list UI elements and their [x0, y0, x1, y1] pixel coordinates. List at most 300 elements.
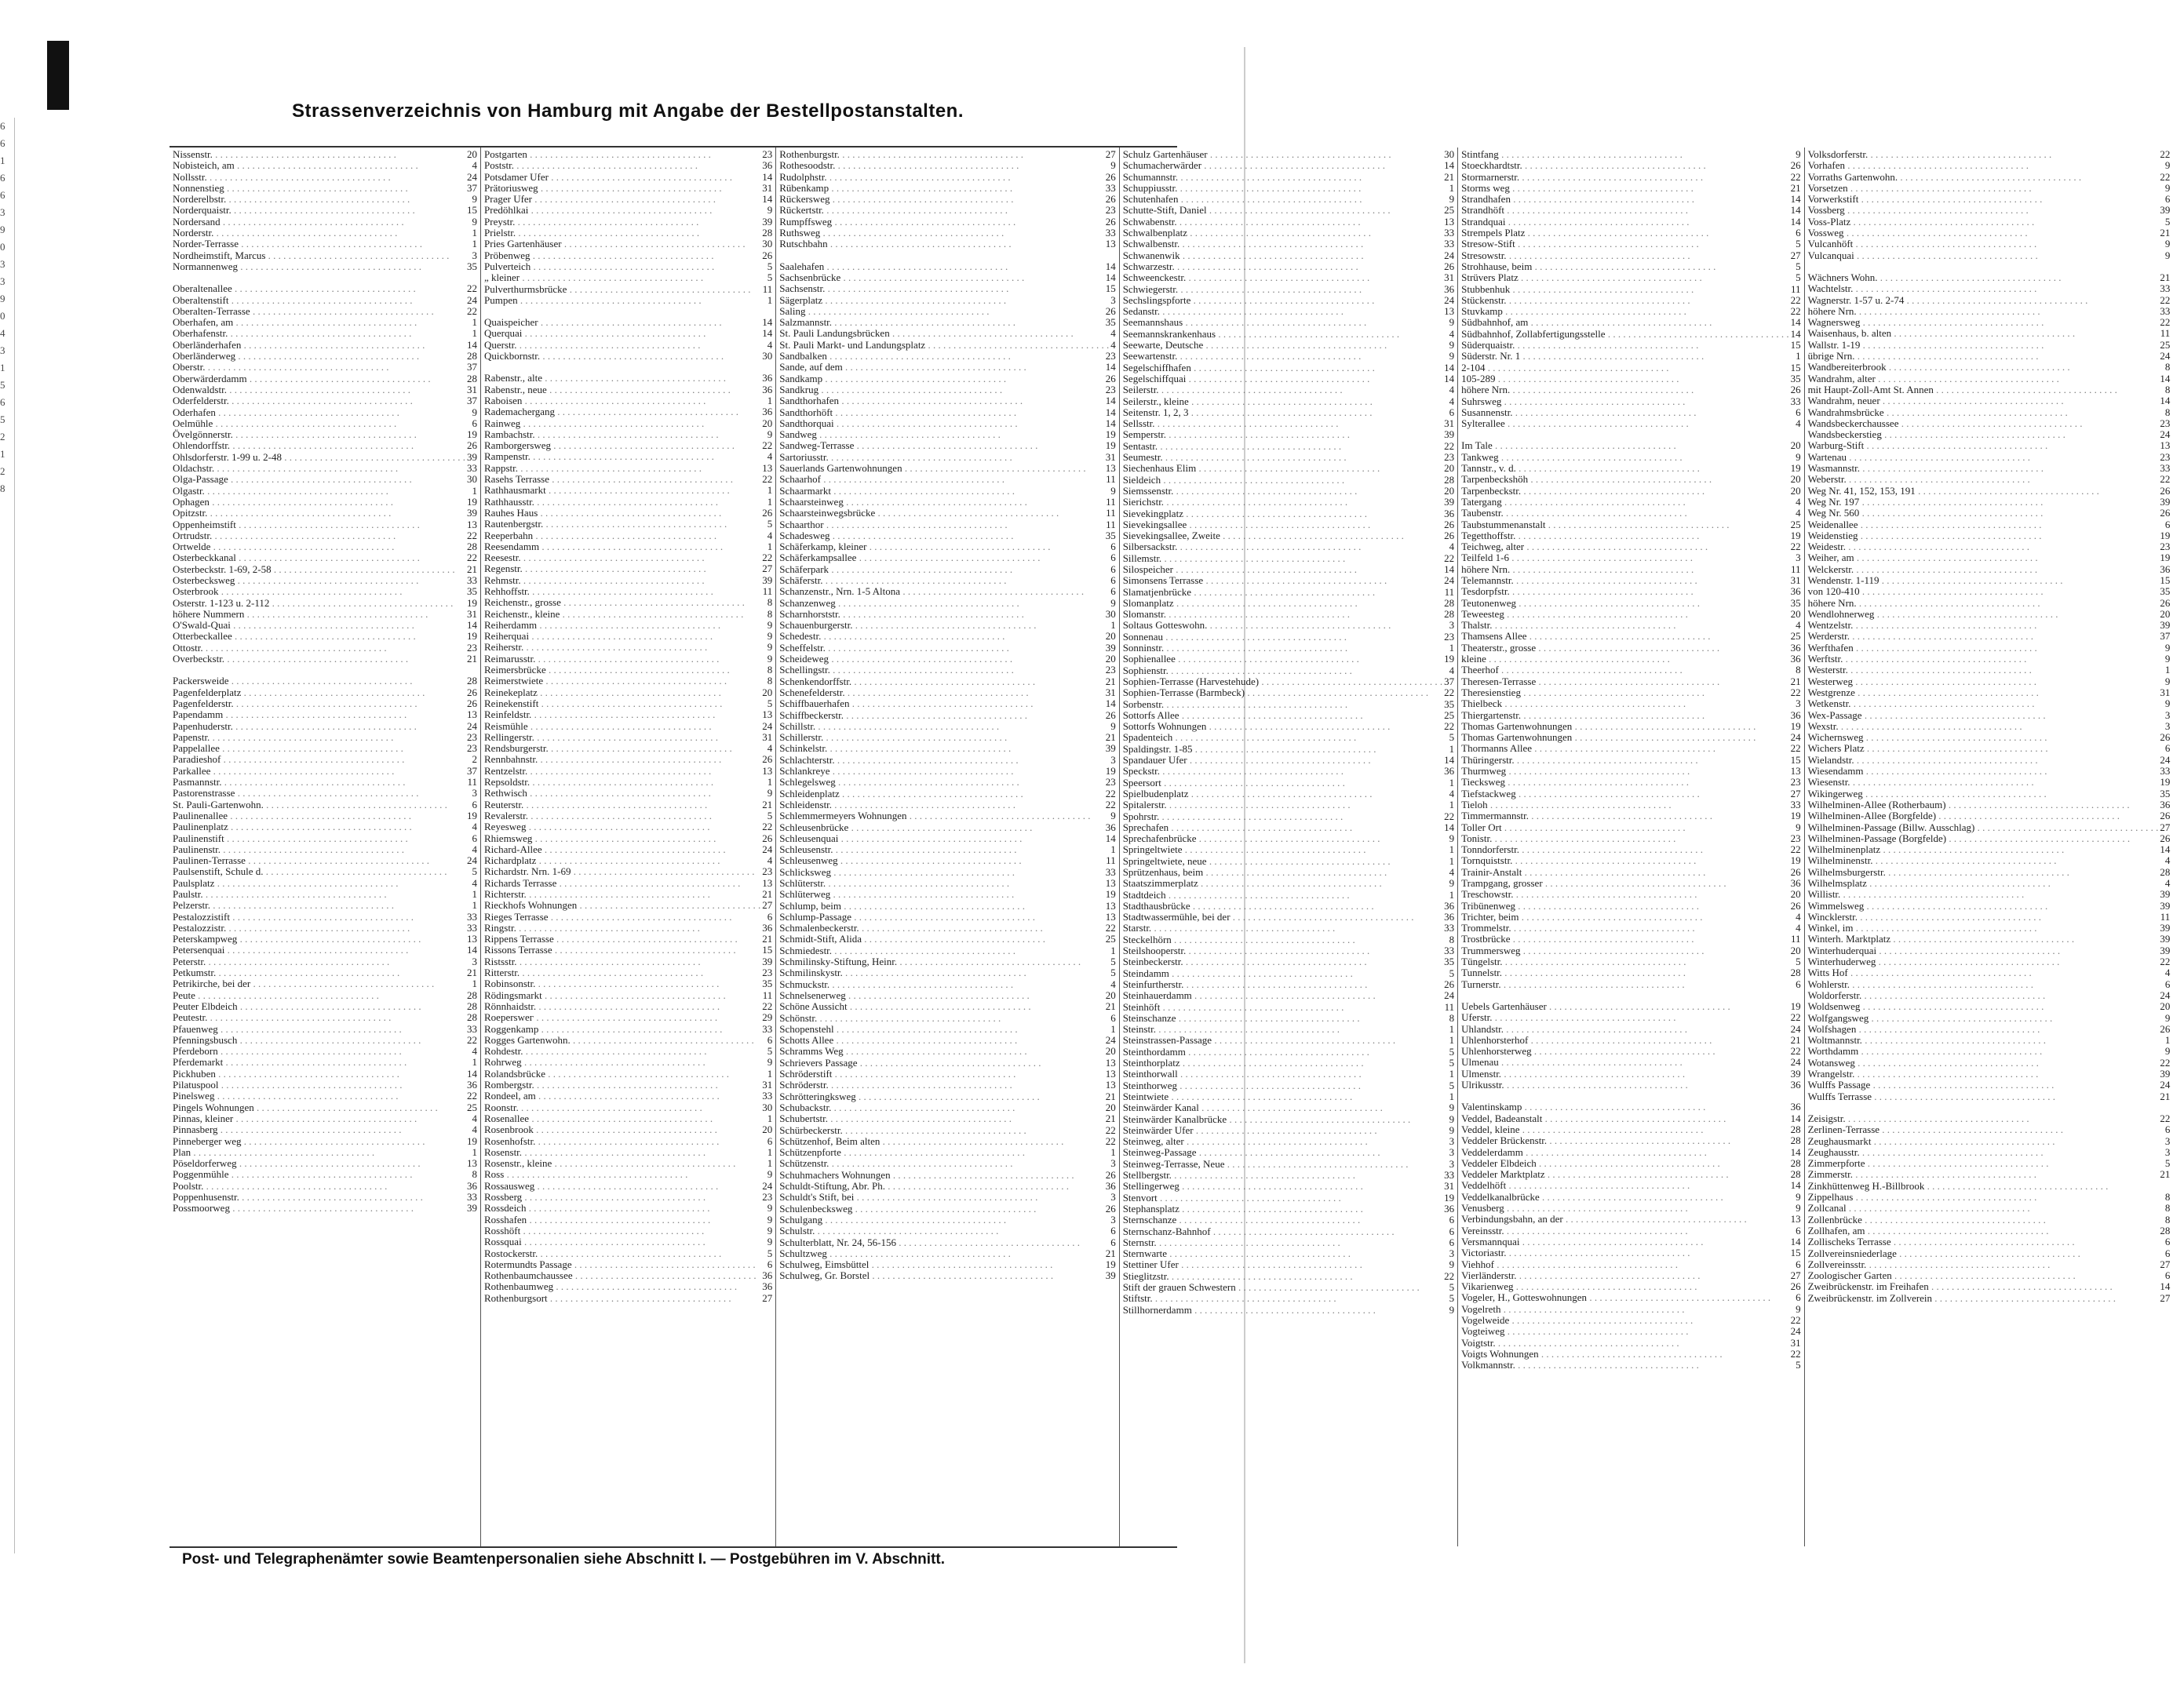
- street-name: St. Pauli Landungsbrücken . . .: [779, 328, 1109, 339]
- directory-entry: [484, 406, 772, 417]
- margin-fragment: 3: [0, 275, 5, 287]
- street-name: Pestalozzistift . . .: [173, 912, 465, 923]
- directory-entry: [1808, 519, 2171, 530]
- directory-entry: [484, 1248, 772, 1259]
- directory-entry: [484, 642, 772, 653]
- directory-entry: [1808, 643, 2171, 654]
- street-name: höhere Nrn. . . .: [1808, 306, 2159, 317]
- street-name: Sandthorhöft . . .: [779, 407, 1103, 418]
- directory-entry: [173, 766, 477, 777]
- directory-entry: [1461, 598, 1800, 609]
- street-name: Oldachstr. . . .: [173, 463, 465, 474]
- margin-fragment: 2: [0, 431, 5, 442]
- post-office-number: 6: [472, 798, 478, 810]
- post-office-number: 5: [767, 809, 773, 821]
- post-office-number: 19: [1444, 1191, 1455, 1204]
- post-office-number: 5: [1449, 1280, 1455, 1293]
- directory-entry: [173, 1181, 477, 1192]
- post-office-number: 30: [1444, 148, 1455, 160]
- street-name: Vulcanhöft . . .: [1808, 239, 2164, 249]
- directory-entry: [1461, 1247, 1800, 1258]
- street-name: Zollcanal . . .: [1808, 1203, 2164, 1214]
- street-name: Predöhlkai . . .: [484, 205, 766, 216]
- post-office-number: 22: [1444, 720, 1455, 733]
- post-office-number: 4: [1796, 507, 1801, 519]
- post-office-number: 26: [1105, 193, 1116, 206]
- directory-entry: [173, 978, 477, 989]
- directory-entry: [484, 284, 772, 295]
- street-name: Nollsstr. . . .: [173, 172, 465, 183]
- post-office-number: 13: [467, 1157, 478, 1170]
- street-name: Zweibrückenstr. im Zollverein . . .: [1808, 1293, 2159, 1304]
- directory-entry: [1123, 362, 1454, 373]
- post-office-number: 22: [2160, 1112, 2171, 1124]
- post-office-number: 8: [472, 1168, 478, 1181]
- directory-entry: [779, 429, 1115, 440]
- post-office-number: 1: [472, 888, 478, 900]
- directory-entry: [484, 1035, 772, 1046]
- street-name: Rolandsbrücke . . .: [484, 1069, 766, 1080]
- post-office-number: 31: [1105, 450, 1116, 463]
- directory-entry: [1461, 351, 1800, 362]
- post-office-number: 14: [2160, 843, 2171, 856]
- street-name: Ottostr. . . .: [173, 643, 465, 654]
- directory-entry: [1808, 1181, 2171, 1192]
- street-name: Petersenquai . . .: [173, 945, 465, 956]
- directory-entry: [1123, 811, 1454, 822]
- street-name: Veddeler Brückenstr. . . .: [1461, 1135, 1788, 1146]
- directory-entry: [173, 497, 477, 508]
- directory-entry: [484, 429, 772, 440]
- street-name: Pelzerstr. . . .: [173, 900, 471, 911]
- post-office-number: 6: [472, 832, 478, 844]
- street-name: Paulsenstift, Schule d. . . .: [173, 866, 471, 877]
- directory-entry: [779, 1248, 1115, 1259]
- directory-entry: [779, 979, 1115, 990]
- directory-entry: [1808, 373, 2171, 384]
- directory-entry: [1808, 418, 2171, 429]
- street-name: Stuvkamp . . .: [1461, 306, 1788, 317]
- post-office-number: 13: [1444, 305, 1455, 318]
- street-name: Schellingstr. . . .: [779, 665, 1103, 676]
- directory-entry: [1123, 598, 1454, 609]
- directory-entry: [1123, 799, 1454, 810]
- directory-entry: [1808, 777, 2171, 788]
- directory-entry: [484, 317, 772, 328]
- post-office-number: 22: [1105, 1123, 1116, 1136]
- street-name: Uferstr. . . .: [1461, 1012, 1788, 1023]
- post-office-number: 26: [1790, 159, 1801, 172]
- directory-entry: [173, 990, 477, 1001]
- street-name: Süderquaistr. . . .: [1461, 340, 1788, 351]
- street-name: Pinnasberg . . .: [173, 1124, 471, 1135]
- street-name: Wulffs Terrasse . . .: [1808, 1091, 2159, 1102]
- directory-entry: [779, 160, 1115, 171]
- post-office-number: 33: [2160, 462, 2171, 475]
- directory-entry: [1461, 317, 1800, 328]
- post-office-number: 9: [1796, 821, 1801, 833]
- directory-entry: [1123, 1102, 1454, 1113]
- post-office-number: 5: [1449, 1045, 1455, 1058]
- directory-entry: [484, 665, 772, 676]
- street-name: Staatszimmerplatz . . .: [1123, 878, 1448, 889]
- street-name: Sophien-Terrasse (Harvestehude) . . .: [1123, 676, 1442, 687]
- directory-entry: [1123, 530, 1454, 541]
- street-name: Norderelbstr. . . .: [173, 194, 471, 205]
- post-office-number: 26: [467, 439, 478, 452]
- street-name: Rentzelstr. . . .: [484, 766, 760, 777]
- street-name: Teichweg, alter . . .: [1461, 541, 1788, 552]
- post-office-number: 4: [1449, 866, 1455, 878]
- directory-entry: [779, 912, 1115, 923]
- directory-entry: [1461, 217, 1800, 228]
- street-name: Wendlohnerweg . . .: [1808, 609, 2159, 620]
- directory-entry: [1123, 396, 1454, 407]
- street-name: Reimarusstr. . . .: [484, 654, 766, 665]
- directory-entry: [1808, 384, 2171, 395]
- post-office-number: 33: [762, 1090, 773, 1102]
- directory-entry: [1123, 564, 1454, 575]
- street-name: Ohlendorffstr. . . .: [173, 440, 465, 451]
- post-office-number: 19: [1790, 810, 1801, 822]
- post-office-number: 4: [1449, 787, 1455, 799]
- directory-entry: [173, 609, 477, 620]
- street-name: Rosenbrook . . .: [484, 1124, 760, 1135]
- post-office-number: 6: [1110, 563, 1116, 575]
- post-office-number: 30: [762, 238, 773, 250]
- street-name: Rendsburgerstr. . . .: [484, 743, 766, 754]
- directory-entry: [779, 755, 1115, 766]
- post-office-number: 9: [2164, 1011, 2171, 1024]
- post-office-number: 19: [467, 428, 478, 441]
- directory-entry: [1808, 552, 2171, 563]
- post-office-number: 4: [1110, 978, 1116, 990]
- post-office-number: 3: [2164, 719, 2171, 732]
- post-office-number: 13: [1105, 462, 1116, 475]
- street-name: Oberwärderdamm . . .: [173, 373, 465, 384]
- directory-entry: [779, 328, 1115, 339]
- directory-entry: [1461, 306, 1800, 317]
- street-name: Osterbrook . . .: [173, 586, 465, 597]
- post-office-number: 30: [467, 473, 478, 486]
- post-office-number: 33: [467, 1022, 478, 1035]
- directory-entry: [484, 250, 772, 261]
- street-name: Zollhafen, am . . .: [1808, 1225, 2159, 1236]
- post-office-number: 1: [767, 540, 773, 552]
- directory-entry: [1808, 317, 2171, 328]
- post-office-number: 20: [1105, 653, 1116, 665]
- directory-entry: [779, 1158, 1115, 1169]
- directory-entry: [779, 923, 1115, 934]
- directory-entry: [1123, 833, 1454, 844]
- directory-entry: [173, 1091, 477, 1102]
- post-office-number: 22: [467, 552, 478, 564]
- street-name: Veddel, kleine . . .: [1461, 1124, 1788, 1135]
- post-office-number: 21: [2160, 271, 2171, 283]
- street-name: Theresienstieg . . .: [1461, 687, 1788, 698]
- post-office-number: 19: [2160, 776, 2171, 788]
- post-office-number: 20: [762, 417, 773, 429]
- street-name: Wagnerstr. 1-57 u. 2-74 . . .: [1808, 295, 2159, 306]
- directory-entry: [779, 362, 1115, 373]
- street-name: Silospeicher . . .: [1123, 564, 1442, 575]
- post-office-number: 9: [767, 1213, 773, 1225]
- post-office-number: 14: [1790, 1179, 1801, 1192]
- street-name: Rossquai . . .: [484, 1236, 766, 1247]
- post-office-number: 6: [767, 1134, 773, 1147]
- street-name: Slomanstr. . . .: [1123, 609, 1442, 620]
- street-name: Schenefelderstr. . . .: [779, 687, 1103, 698]
- directory-entry: [484, 272, 772, 283]
- directory-entry: [1461, 250, 1800, 261]
- street-name: Steinschanze . . .: [1123, 1013, 1448, 1024]
- street-name: Trampgang, grosser . . .: [1461, 878, 1788, 889]
- street-name: Spaldingstr. 1-85 . . .: [1123, 744, 1448, 755]
- post-office-number: 36: [762, 1269, 773, 1282]
- street-name: Thalstr. . . .: [1461, 620, 1794, 631]
- directory-entry: [1461, 194, 1800, 205]
- street-name: Pröbenweg . . .: [484, 250, 760, 261]
- post-office-number: 13: [1105, 1079, 1116, 1091]
- directory-entry: [1461, 967, 1800, 978]
- post-office-number: [2168, 1102, 2170, 1113]
- directory-entry: [1461, 552, 1800, 563]
- post-office-number: 27: [762, 563, 773, 575]
- margin-fragment: 3: [0, 258, 5, 270]
- street-name: Opitzstr. . . .: [173, 508, 465, 519]
- directory-entry: [173, 1124, 477, 1135]
- street-name: Rossberg . . .: [484, 1192, 760, 1203]
- directory-entry: [173, 530, 477, 541]
- directory-entry: [1461, 923, 1800, 934]
- post-office-number: 5: [767, 1247, 773, 1259]
- directory-entry: [1808, 721, 2171, 732]
- post-office-number: 14: [1790, 1145, 1801, 1158]
- directory-entry: [779, 777, 1115, 788]
- directory-entry: [1461, 755, 1800, 766]
- post-office-number: 28: [2160, 865, 2171, 878]
- directory-entry: [173, 306, 477, 317]
- street-name: Schützenstr. . . .: [779, 1158, 1109, 1169]
- street-name: Schwabenstr. . . .: [1123, 217, 1442, 228]
- street-name: Quickbornstr. . . .: [484, 351, 760, 362]
- street-name: Schlemmermeyers Wohnungen . . .: [779, 810, 1109, 821]
- street-name: Rehmstr. . . .: [484, 575, 760, 586]
- directory-entry: [1123, 1193, 1454, 1204]
- street-name: Wulffs Passage . . .: [1808, 1080, 2159, 1091]
- directory-entry: [484, 1158, 772, 1169]
- street-name: Wallstr. 1-19 . . .: [1808, 340, 2159, 351]
- directory-entry: [1123, 373, 1454, 384]
- street-name: Welckerstr. . . .: [1808, 564, 2159, 575]
- directory-entry: [173, 486, 477, 497]
- street-name: Sprützenhaus, beim . . .: [1123, 867, 1448, 878]
- directory-entry: [1461, 721, 1800, 732]
- directory-entry: [1461, 452, 1800, 463]
- post-office-number: 21: [467, 563, 478, 575]
- directory-entry: [173, 508, 477, 519]
- directory-entry: [173, 194, 477, 205]
- post-office-number: 36: [1790, 1079, 1801, 1091]
- directory-entry: [1123, 1091, 1454, 1102]
- post-office-number: 33: [1105, 865, 1116, 878]
- post-office-number: 9: [472, 215, 478, 228]
- directory-entry: [779, 1259, 1115, 1270]
- post-office-number: 14: [1105, 417, 1116, 429]
- street-name: Richterstr. . . .: [484, 889, 760, 900]
- directory-entry: [1123, 1069, 1454, 1080]
- street-name: Schwiegerstr. . . .: [1123, 284, 1442, 295]
- post-office-number: 1: [472, 1056, 478, 1069]
- street-name: Semperstr. . . .: [1123, 429, 1442, 440]
- directory-entry: [173, 239, 477, 249]
- directory-entry: [1461, 743, 1800, 754]
- street-name: Rosshafen . . .: [484, 1215, 766, 1225]
- post-office-number: 36: [1444, 899, 1455, 912]
- directory-entry: [1808, 1091, 2171, 1102]
- post-office-number: 1: [1449, 181, 1455, 194]
- directory-entry: [1461, 519, 1800, 530]
- directory-entry: [779, 205, 1115, 216]
- directory-entry: [1461, 822, 1800, 833]
- street-name: Paulinen-Terrasse . . .: [173, 855, 465, 866]
- directory-entry: [779, 1102, 1115, 1113]
- directory-entry: [1461, 340, 1800, 351]
- post-office-number: 6: [1110, 1225, 1116, 1237]
- street-name: Schlachterstr. . . .: [779, 755, 1109, 766]
- post-office-number: 5: [2164, 1157, 2171, 1170]
- street-name: Schleusenstr. . . .: [779, 844, 1109, 855]
- street-name: Tonistr. . . .: [1461, 833, 1788, 844]
- post-office-number: 20: [1790, 484, 1801, 497]
- street-name: Wagnersweg . . .: [1808, 317, 2159, 328]
- post-office-number: 24: [1444, 249, 1455, 261]
- street-name: Sedanstr. . . .: [1123, 306, 1442, 317]
- post-office-number: 37: [1444, 675, 1455, 687]
- street-name: Susannenstr. . . .: [1461, 407, 1794, 418]
- post-office-number: 1: [1449, 642, 1455, 654]
- street-name: Reiherquai . . .: [484, 631, 766, 642]
- directory-entry: [1461, 1315, 1800, 1326]
- post-office-number: 28: [467, 675, 478, 687]
- post-office-number: 6: [767, 1258, 773, 1270]
- post-office-number: 22: [762, 821, 773, 833]
- post-office-number: 14: [2160, 372, 2171, 384]
- street-name: 2-104 . . .: [1461, 362, 1788, 373]
- street-name: Schuldt's Stift, bei . . .: [779, 1192, 1109, 1203]
- directory-entry: [1808, 1192, 2171, 1203]
- street-name: Wartenau . . .: [1808, 452, 2159, 463]
- street-name: Zollenbrücke . . .: [1808, 1215, 2164, 1225]
- post-office-number: 20: [1790, 439, 1801, 452]
- directory-entry: [173, 463, 477, 474]
- street-name: Rondeel, am . . .: [484, 1091, 760, 1102]
- directory-entry: [173, 541, 477, 552]
- post-office-number: 11: [1106, 473, 1116, 486]
- street-name: Prager Ufer . . .: [484, 194, 760, 205]
- post-office-number: 6: [1449, 1236, 1455, 1248]
- street-name: Pferdeborn . . .: [173, 1046, 471, 1057]
- post-office-number: 25: [1790, 630, 1801, 643]
- post-office-number: 23: [1444, 451, 1455, 464]
- street-name: Steinthorwall . . .: [1123, 1069, 1448, 1080]
- street-name: Süderstr. Nr. 1 . . .: [1461, 351, 1794, 362]
- directory-entry: [1808, 508, 2171, 519]
- directory-entry: [1461, 934, 1800, 945]
- directory-entry: [1808, 901, 2171, 912]
- street-name: Robinsonstr. . . .: [484, 978, 760, 989]
- directory-entry: [1808, 463, 2171, 474]
- street-name: Norderstr. . . .: [173, 228, 471, 239]
- post-office-number: 9: [2164, 675, 2171, 687]
- directory-entry: [1461, 1024, 1800, 1035]
- post-office-number: 6: [1449, 1214, 1455, 1226]
- street-name: Schinkelstr. . . .: [779, 743, 1103, 754]
- directory-entry: [173, 1024, 477, 1035]
- post-office-number: 24: [1790, 731, 1801, 744]
- post-office-number: 5: [1449, 1292, 1455, 1305]
- street-name: Winkel, im . . .: [1808, 923, 2159, 934]
- directory-entry: [779, 1147, 1115, 1158]
- directory-entry: [484, 754, 772, 765]
- directory-entry: [484, 923, 772, 934]
- post-office-number: 11: [1791, 282, 1801, 295]
- street-name: Wolfgangsweg . . .: [1808, 1013, 2164, 1024]
- post-office-number: 13: [1105, 877, 1116, 889]
- directory-entry: [484, 1001, 772, 1012]
- street-name: Rampenstr. . . .: [484, 451, 766, 462]
- post-office-number: 8: [2164, 1191, 2171, 1204]
- directory-entry: [484, 474, 772, 485]
- directory-entry: [484, 687, 772, 698]
- directory-entry: [1123, 1181, 1454, 1192]
- post-office-number: 27: [1105, 148, 1116, 160]
- post-office-number: 14: [467, 619, 478, 632]
- scan-edge-bar: [47, 41, 69, 110]
- post-office-number: 21: [1105, 731, 1116, 744]
- post-office-number: [1799, 990, 1801, 1001]
- directory-entry: [1808, 1259, 2171, 1270]
- street-name: Trostbrücke . . .: [1461, 934, 1789, 945]
- directory-entry: [1123, 721, 1454, 732]
- directory-entry: [1461, 889, 1800, 900]
- post-office-number: 14: [762, 170, 773, 183]
- street-name: Osterbecksweg . . .: [173, 575, 465, 586]
- post-office-number: 20: [1105, 989, 1116, 1001]
- directory-entry: [173, 160, 477, 171]
- street-name: Versmannquai . . .: [1461, 1236, 1788, 1247]
- directory-entry: [1808, 1069, 2171, 1080]
- post-office-number: 9: [1449, 877, 1455, 890]
- post-office-number: 35: [1790, 596, 1801, 609]
- directory-entry: [779, 1181, 1115, 1192]
- street-name: Steinhöft . . .: [1123, 1002, 1443, 1013]
- post-office-number: 23: [2160, 541, 2171, 553]
- post-office-number: 19: [1105, 888, 1116, 901]
- directory-entry: [1461, 373, 1800, 384]
- street-name: Poggenmühle . . .: [173, 1169, 471, 1180]
- street-name: Wielandstr. . . .: [1808, 755, 2159, 766]
- street-name: Strüvers Platz . . .: [1461, 272, 1794, 283]
- directory-entry: [1808, 564, 2171, 575]
- directory-entry: [1123, 1159, 1454, 1170]
- directory-entry: [779, 351, 1115, 362]
- post-office-number: 20: [1444, 462, 1455, 475]
- directory-entry: [1123, 710, 1454, 721]
- street-name: Stresowstr. . . .: [1461, 250, 1788, 261]
- directory-entry: [484, 451, 772, 462]
- street-name: Saalehafen . . .: [779, 261, 1103, 272]
